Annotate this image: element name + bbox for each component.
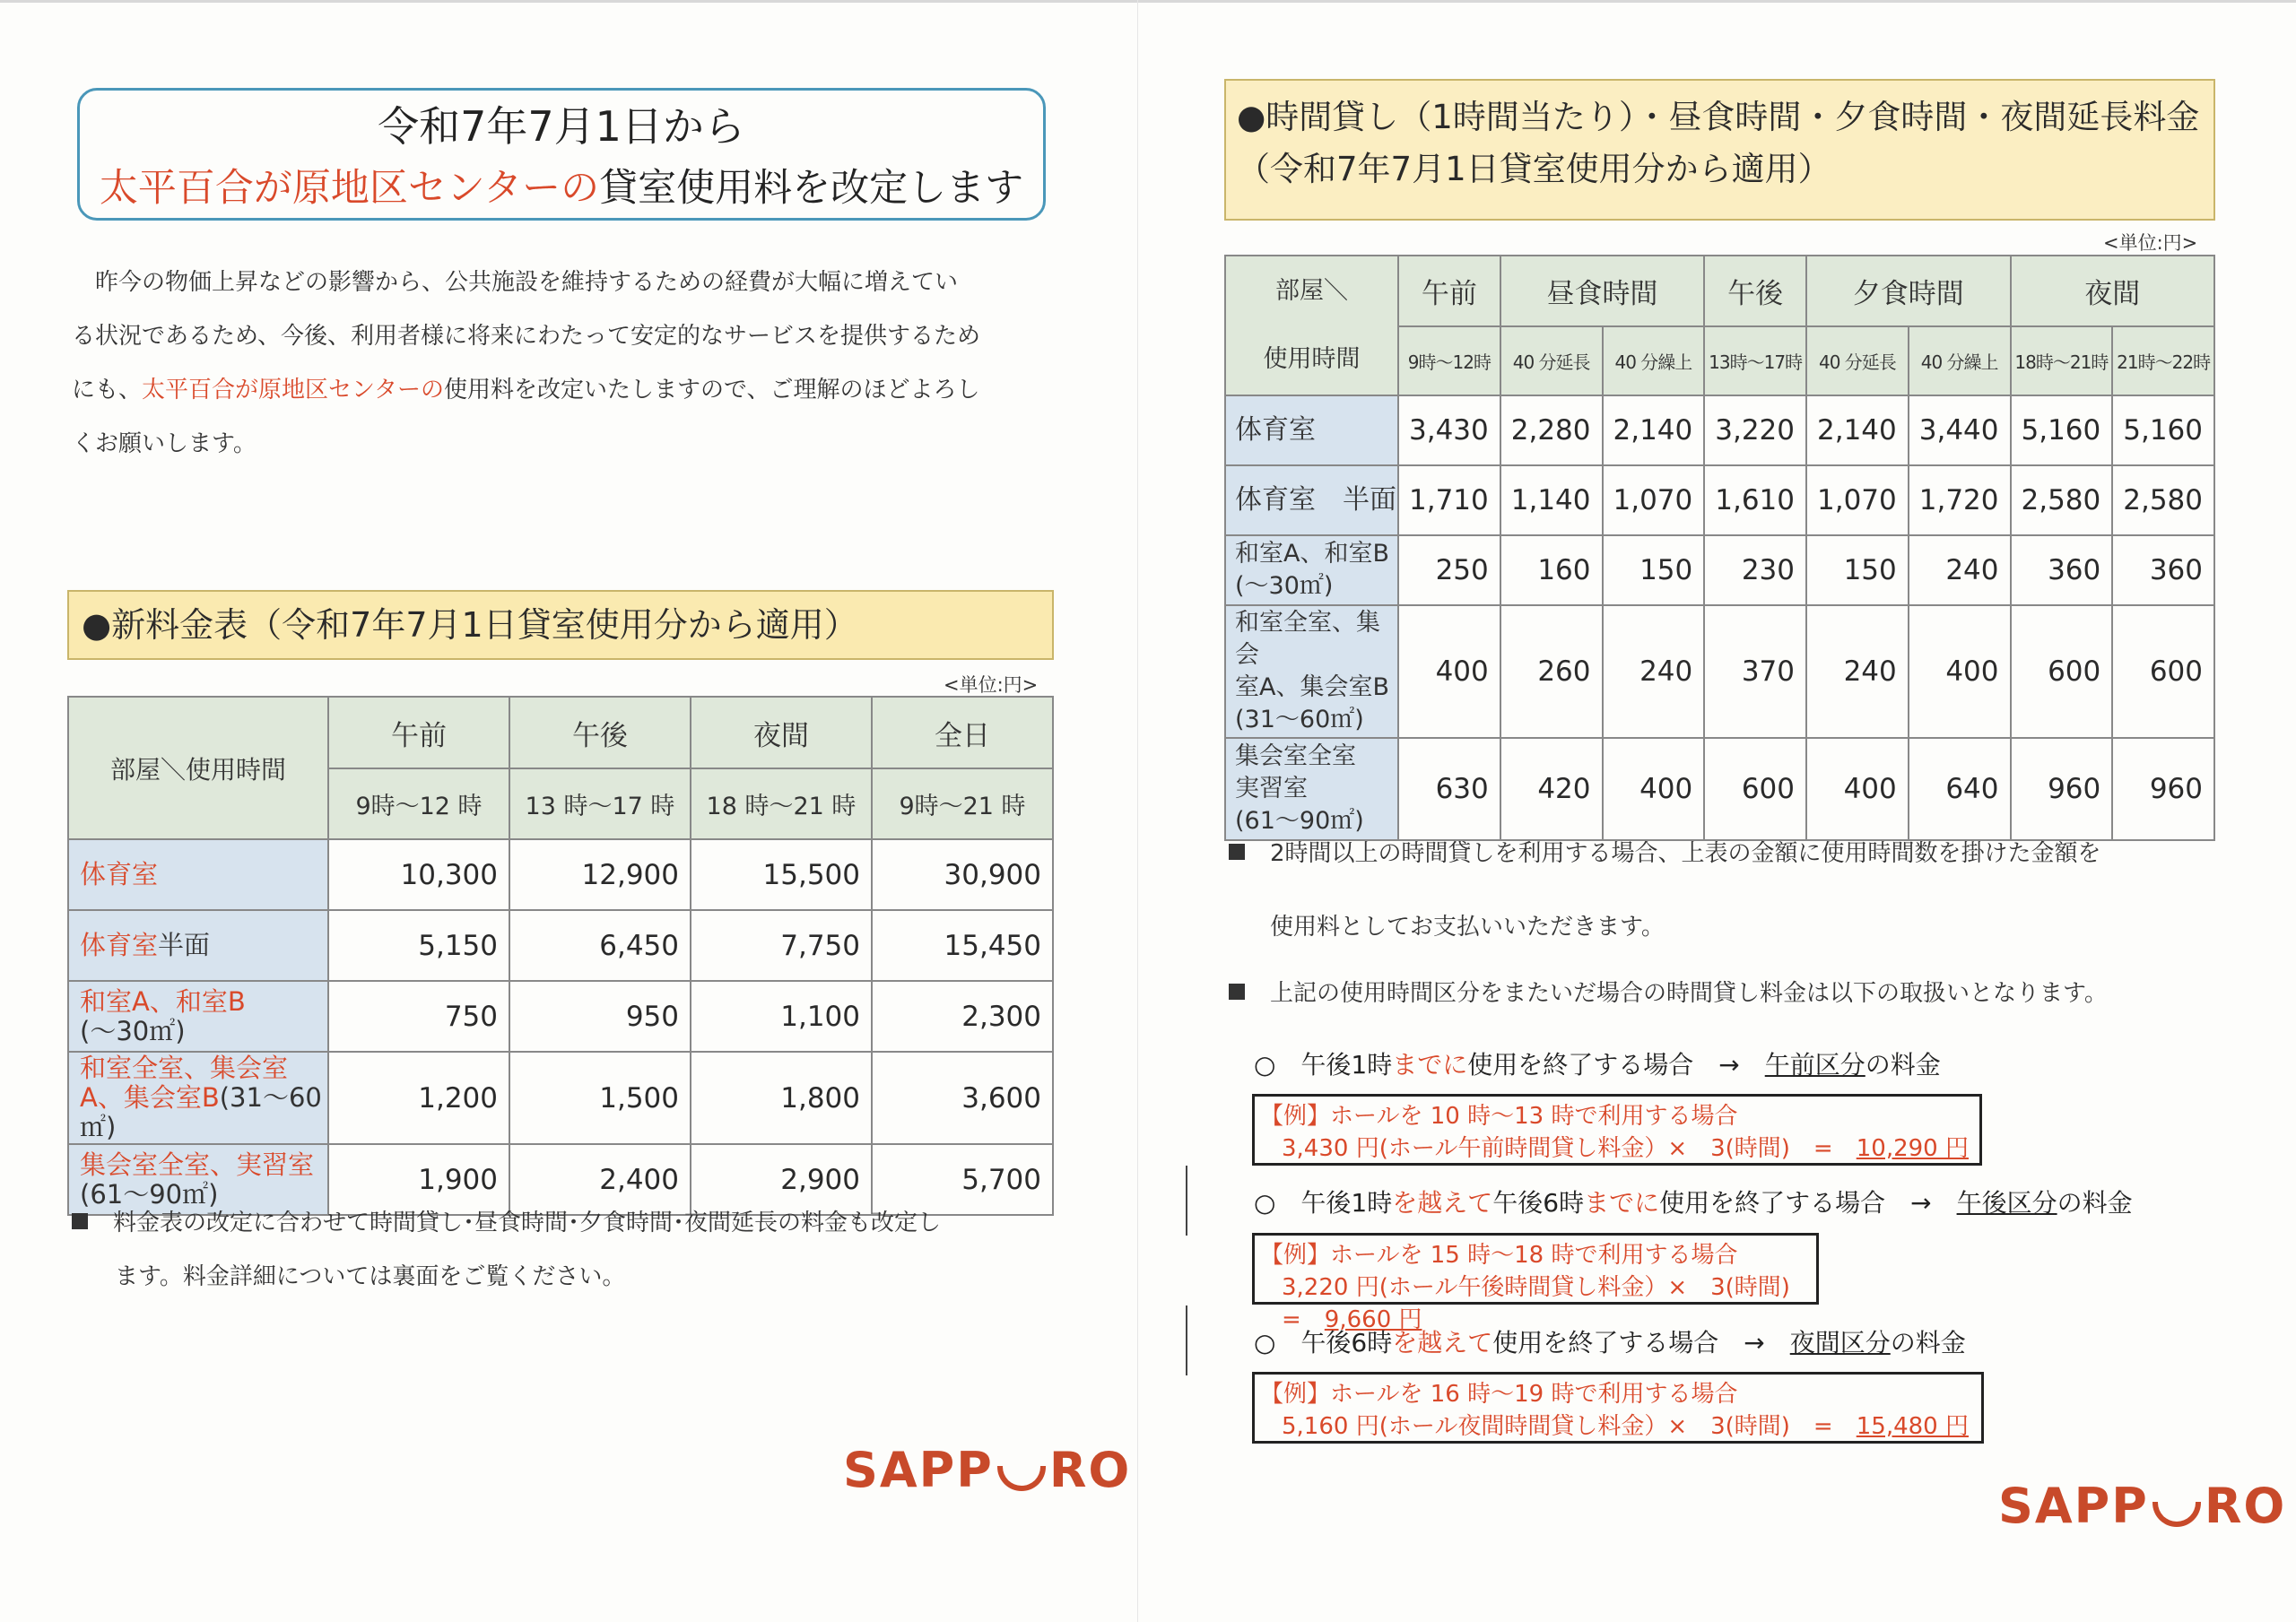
row-label: 集会室全室、実習室 (61～90㎡) (68, 1144, 328, 1215)
bullet-square-icon (72, 1213, 88, 1229)
column-subheader: 9時～12時 (1398, 326, 1500, 395)
column-group-header: 午前 (1398, 256, 1500, 326)
section-title-line2: （令和7年7月1日貸室使用分から適用） (1237, 150, 1831, 188)
intro-line: 昨今の物価上昇などの影響から、公共施設を維持するための経費が大幅に増えてい (72, 269, 959, 296)
table-cell: 1,200 (328, 1052, 509, 1144)
column-group-header: 夕食時間 (1806, 256, 2011, 326)
row-label: 和室全室、集会 室A、集会室B (31～60㎡) (1225, 605, 1398, 738)
row-label: 体育室 (1225, 395, 1398, 465)
note-multi-hour: 2時間以上の時間貸しを利用する場合、上表の金額に使用時間数を掛けた金額を 使用料としてお支払いいただきます。 (1229, 827, 2251, 954)
column-subheader: 18時～21時 (2011, 326, 2113, 395)
table-cell: 240 (1603, 605, 1705, 738)
table-cell: 640 (1909, 738, 2011, 840)
table-cell: 2,400 (509, 1144, 691, 1215)
intro-line: にも、太平百合が原地区センターの使用料を改定いたしますので、ご理解のほどよろし (72, 377, 980, 403)
column-subheader: 13時～17時 (1704, 326, 1806, 395)
table-cell: 600 (1704, 738, 1806, 840)
table-cell: 5,150 (328, 910, 509, 981)
column-subheader: 13 時～17 時 (509, 768, 691, 839)
table-cell: 5,700 (872, 1144, 1053, 1215)
bullet-square-icon (1229, 984, 1245, 1000)
table-cell: 2,140 (1603, 395, 1705, 465)
table-cell: 3,440 (1909, 395, 2011, 465)
table-cell: 400 (1603, 738, 1705, 840)
table-cell: 5,160 (2011, 395, 2113, 465)
table-cell: 2,900 (691, 1144, 872, 1215)
table-row (68, 839, 1053, 910)
example-box-morning: 【例】ホールを 10 時～13 時で利用する場合 3,430 円(ホール午前時間貸し料金）× 3(時間) = 10,290 円 (1252, 1094, 1982, 1166)
table-corner: 部屋＼使用時間 (68, 697, 328, 839)
table-cell: 960 (2112, 738, 2214, 840)
table-cell: 240 (1909, 535, 2011, 605)
table-cell: 260 (1500, 605, 1603, 738)
table-cell: 1,720 (1909, 465, 2011, 535)
table-cell: 950 (509, 981, 691, 1052)
title-facility-name: 太平百合が原地区センターの (99, 166, 600, 211)
table-cell: 2,580 (2112, 465, 2214, 535)
margin-mark (1186, 1305, 1187, 1375)
table-cell: 400 (1806, 738, 1909, 840)
table-cell: 1,900 (328, 1144, 509, 1215)
table-row (1225, 465, 2214, 535)
table-cell: 240 (1806, 605, 1909, 738)
column-subheader: 40 分繰上 (1909, 326, 2011, 395)
table-cell: 12,900 (509, 839, 691, 910)
title-line1: 令和7年7月1日から (378, 102, 745, 151)
unit-label: <単位:円> (944, 674, 1039, 696)
table-row (68, 910, 1053, 981)
table-cell: 3,220 (1704, 395, 1806, 465)
intro-line: くお願いします。 (72, 430, 257, 457)
row-label: 和室A、和室B (～30㎡) (68, 981, 328, 1052)
table-cell: 5,160 (2112, 395, 2214, 465)
table-cell: 1,710 (1398, 465, 1500, 535)
table-cell: 1,800 (691, 1052, 872, 1144)
column-subheader: 40 分延長 (1500, 326, 1603, 395)
option-afternoon: ○ 午後1時を越えて午後6時までに使用を終了する場合 → 午後区分の料金 (1254, 1188, 2133, 1218)
table-row (68, 981, 1053, 1052)
column-group-header: 夜間 (2011, 256, 2215, 326)
table-cell: 2,300 (872, 981, 1053, 1052)
table-cell: 630 (1398, 738, 1500, 840)
table-cell: 250 (1398, 535, 1500, 605)
sapporo-logo: SAPP RO (1998, 1478, 2287, 1534)
row-label: 体育室 半面 (1225, 465, 1398, 535)
section-title-line1: ●時間貸し（1時間当たり）・昼食時間・夕食時間・夜間延長料金 (1237, 98, 2200, 136)
column-subheader: 9時～21 時 (872, 768, 1053, 839)
column-header: 午前 (328, 697, 509, 768)
table-row (1225, 535, 2214, 605)
column-group-header: 昼食時間 (1500, 256, 1705, 326)
example-box-afternoon: 【例】ホールを 15 時～18 時で利用する場合 3,220 円(ホール午後時間貸し料金）× 3(時間) = 9,660 円 (1252, 1233, 1819, 1305)
smile-icon (997, 1466, 1046, 1491)
table-cell: 150 (1806, 535, 1909, 605)
option-morning: ○ 午後1時までに使用を終了する場合 → 午前区分の料金 (1254, 1050, 1941, 1080)
table-cell: 750 (328, 981, 509, 1052)
title-line2 (80, 162, 1043, 214)
note-crossing-periods: 上記の使用時間区分をまたいだ場合の時間貸し料金は以下の取扱いとなります。 (1229, 967, 2251, 1020)
table-cell: 6,450 (509, 910, 691, 981)
column-group-header: 午後 (1704, 256, 1806, 326)
column-subheader: 40 分延長 (1806, 326, 1909, 395)
table-cell: 420 (1500, 738, 1603, 840)
example-box-night: 【例】ホールを 16 時～19 時で利用する場合 5,160 円(ホール夜間時間貸し料金）× 3(時間) = 15,480 円 (1252, 1372, 1984, 1444)
table-cell: 3,600 (872, 1052, 1053, 1144)
note-revision: 料金表の改定に合わせて時間貸し･昼食時間･夕食時間･夜間延長の料金も改定し ます。料金詳細については裏面をご覧ください。 (72, 1196, 1067, 1304)
table-cell: 10,300 (328, 839, 509, 910)
table-row (1225, 738, 2214, 840)
section-title-hourly (1224, 79, 2215, 221)
smile-icon (2152, 1502, 2201, 1527)
row-label: 集会室全室 実習室 (61～90㎡) (1225, 738, 1398, 840)
table-cell: 2,580 (2011, 465, 2113, 535)
table-cell: 2,280 (1500, 395, 1603, 465)
section-title-new-fees: ●新料金表（令和7年7月1日貸室使用分から適用） (67, 590, 1054, 660)
bullet-square-icon (1229, 844, 1245, 860)
table-cell: 1,610 (1704, 465, 1806, 535)
table-cell: 1,100 (691, 981, 872, 1052)
table-cell: 7,750 (691, 910, 872, 981)
table-row (1225, 395, 2214, 465)
margin-mark (1186, 1166, 1187, 1236)
table-cell: 150 (1603, 535, 1705, 605)
page-fold (1137, 0, 1138, 1622)
table-cell: 3,430 (1398, 395, 1500, 465)
column-subheader: 21時～22時 (2112, 326, 2214, 395)
row-label: 和室全室、集会室A、集会室B(31～60㎡) (68, 1052, 328, 1144)
row-label: 体育室 (68, 839, 328, 910)
table-cell: 15,450 (872, 910, 1053, 981)
table-cell: 370 (1704, 605, 1806, 738)
column-subheader: 9時～12 時 (328, 768, 509, 839)
table-cell: 160 (1500, 535, 1603, 605)
option-night: ○ 午後6時を越えて使用を終了する場合 → 夜間区分の料金 (1254, 1328, 1966, 1357)
hourly-fee-table (1224, 255, 2215, 841)
top-edge (0, 0, 2296, 3)
column-header: 夜間 (691, 697, 872, 768)
row-label: 体育室半面 (68, 910, 328, 981)
table-cell: 1,070 (1603, 465, 1705, 535)
table-cell: 400 (1909, 605, 2011, 738)
new-fee-table (67, 696, 1054, 1216)
table-cell: 1,070 (1806, 465, 1909, 535)
table-cell: 230 (1704, 535, 1806, 605)
column-header: 午後 (509, 697, 691, 768)
table-cell: 360 (2112, 535, 2214, 605)
table-cell: 960 (2011, 738, 2113, 840)
table-row (68, 1052, 1053, 1144)
table-corner: 部屋＼ 使用時間 (1225, 256, 1398, 395)
intro-paragraph (72, 256, 1058, 471)
table-cell: 360 (2011, 535, 2113, 605)
title-box (77, 88, 1046, 221)
intro-line: る状況であるため、今後、利用者様に将来にわたって安定的なサービスを提供するため (72, 323, 980, 350)
column-subheader: 18 時～21 時 (691, 768, 872, 839)
table-cell: 600 (2011, 605, 2113, 738)
title-action: 貸室使用料を改定します (599, 166, 1024, 211)
table-cell: 2,140 (1806, 395, 1909, 465)
table-cell: 30,900 (872, 839, 1053, 910)
table-cell: 15,500 (691, 839, 872, 910)
table-cell: 600 (2112, 605, 2214, 738)
column-subheader: 40 分繰上 (1603, 326, 1705, 395)
column-header: 全日 (872, 697, 1053, 768)
row-label: 和室A、和室B (～30㎡) (1225, 535, 1398, 605)
table-cell: 1,140 (1500, 465, 1603, 535)
table-cell: 400 (1398, 605, 1500, 738)
unit-label: <単位:円> (2103, 232, 2198, 254)
table-cell: 1,500 (509, 1052, 691, 1144)
table-row (1225, 605, 2214, 738)
sapporo-logo: SAPP RO (843, 1442, 1132, 1498)
